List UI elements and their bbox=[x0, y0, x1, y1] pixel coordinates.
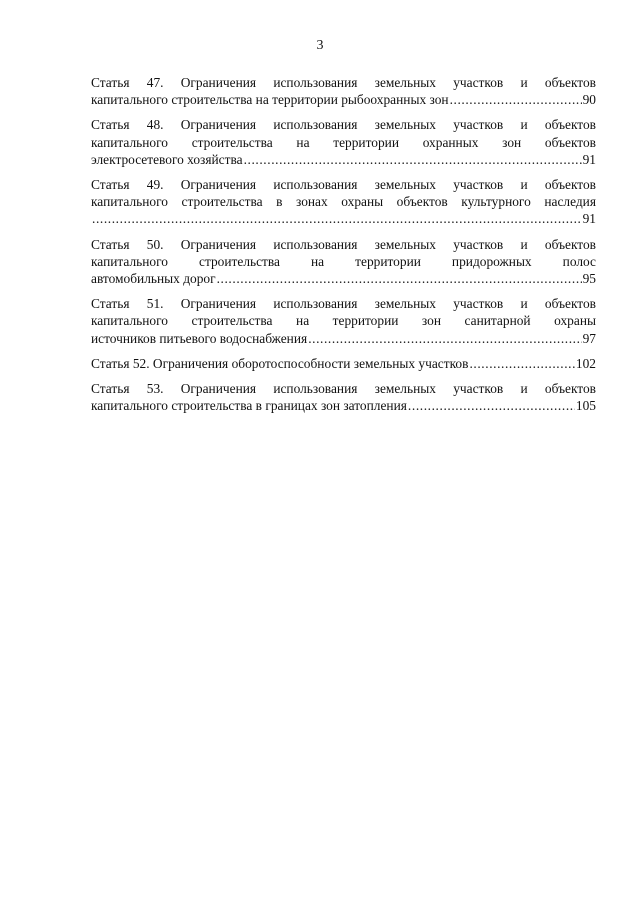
toc-entry-text: электросетевого хозяйства bbox=[91, 151, 243, 167]
dot-leader bbox=[308, 330, 581, 347]
toc-entry-article-53[interactable] bbox=[91, 380, 596, 414]
toc-page-number: 97 bbox=[582, 330, 596, 346]
dot-leader bbox=[408, 397, 575, 414]
toc-entry-line: Статья 50. Ограничения использования земельных участков и объектов bbox=[91, 236, 596, 252]
toc-entry-line: капитального строительства на территории охранных зон объектов bbox=[91, 134, 596, 150]
toc-entry-last-line bbox=[91, 270, 596, 287]
toc-entry-article-50[interactable] bbox=[91, 236, 596, 288]
toc-entry-text: капитального строительства в границах зон затопления bbox=[91, 398, 407, 414]
toc-entry-text: автомобильных дорог bbox=[91, 271, 216, 287]
toc-entry-last-line bbox=[91, 355, 596, 372]
toc-entry-line: Статья 51. Ограничения использования земельных участков и объектов bbox=[91, 296, 596, 312]
toc-entry-text: капитального строительства на территории рыбоохранных зон bbox=[91, 92, 449, 108]
toc-entry-line: Статья 47. Ограничения использования земельных участков и объектов bbox=[91, 75, 596, 90]
toc-entry-article-51[interactable] bbox=[91, 295, 596, 347]
toc-entry-last-line bbox=[91, 91, 596, 108]
toc-page-number: 91 bbox=[582, 151, 596, 167]
page-number: 3 bbox=[316, 38, 324, 53]
toc-entry-text: Статья 52. Ограничения оборотоспособности земельных участков bbox=[91, 355, 469, 371]
dot-leader bbox=[244, 151, 582, 168]
toc-entry-line: Статья 48. Ограничения использования земельных участков и объектов bbox=[91, 117, 596, 133]
toc-page-number: 90 bbox=[582, 92, 596, 108]
toc-entry-line: капитального строительства на территории зон санитарной охраны bbox=[91, 313, 596, 329]
toc-entry-last-line bbox=[91, 330, 596, 347]
toc-entry-line: Статья 49. Ограничения использования земельных участков и объектов bbox=[91, 177, 596, 193]
toc-page-number: 102 bbox=[575, 355, 596, 371]
toc-page-number: 105 bbox=[575, 398, 596, 414]
dot-leader bbox=[469, 355, 574, 372]
toc-page-number: 95 bbox=[582, 271, 596, 287]
toc-entry-text: источников питьевого водоснабжения bbox=[91, 330, 308, 346]
table-of-contents bbox=[91, 74, 596, 422]
dot-leader bbox=[217, 270, 582, 287]
toc-entry-article-48[interactable] bbox=[91, 116, 596, 168]
toc-entry-last-line bbox=[91, 151, 596, 168]
dot-leader bbox=[450, 91, 582, 108]
dot-leader bbox=[92, 210, 582, 227]
toc-entry-line: Статья 53. Ограничения использования земельных участков и объектов bbox=[91, 381, 596, 397]
toc-entry-article-47[interactable] bbox=[91, 74, 596, 108]
toc-entry-last-line bbox=[91, 397, 596, 414]
toc-entry-article-49[interactable] bbox=[91, 176, 596, 228]
toc-entry-line: капитального строительства в зонах охраны объектов культурного наследия bbox=[91, 194, 596, 210]
toc-entry-last-line bbox=[91, 210, 596, 227]
toc-page-number: 91 bbox=[582, 211, 596, 227]
toc-entry-line: капитального строительства на территории придорожных полос bbox=[91, 253, 596, 269]
toc-entry-article-52[interactable] bbox=[91, 355, 596, 372]
